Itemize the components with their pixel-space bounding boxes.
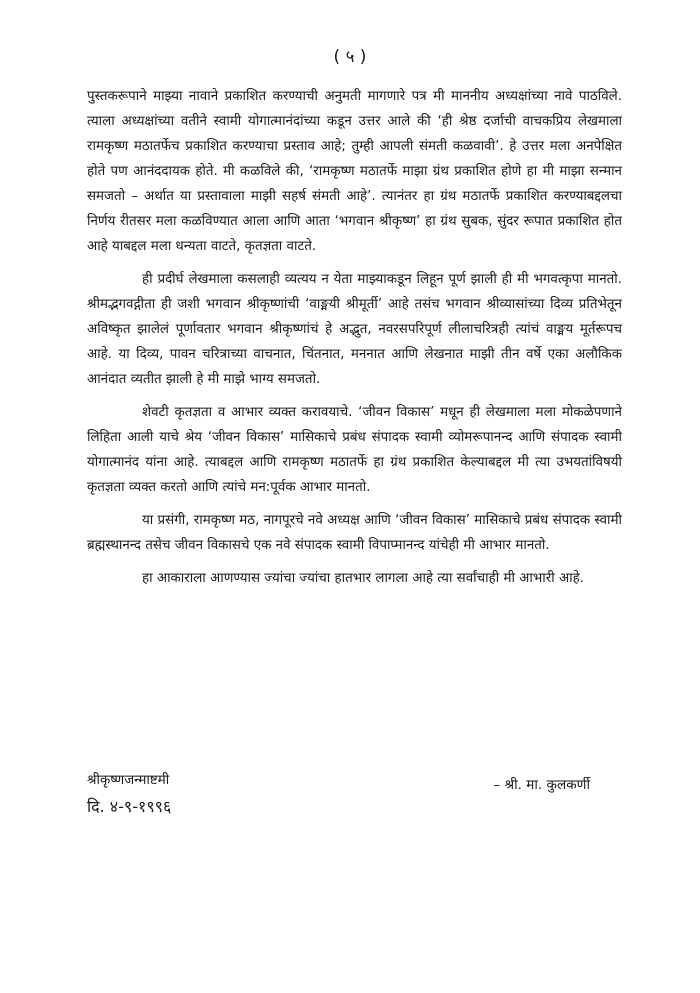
signature-author: – श्री. मा. कुलकर्णी — [493, 777, 590, 793]
signature-date: दि. ४-९-१९९६ — [87, 797, 172, 816]
signature-left — [87, 768, 171, 820]
signature-place: श्रीकृष्णजन्माष्टमी — [87, 773, 170, 788]
page-number: ( ५ ) — [333, 47, 367, 67]
signature-block — [87, 768, 622, 828]
paragraph-2: ही प्रदीर्घ लेखमाला कसलाही व्यत्यय न येता माझ्याकडून लिहून पूर्ण झाली ही मी भगवत्कृपा मानतो. श्रीमद्भगवद्गीता ही जशी भगवान श्रीकृष्णांची ‘वाङ्मयी श्रीमूर्ती’ आहे तसंच भगवान श्रीव्यासांच्या दिव्य प्रतिभेतून अविष्कृत झालेलं पूर्णावतार भगवान श्रीकृष्णांचं हे अद्भुत, नवरसपरिपूर्ण लीलाचरित्रही त्यांचं वाङ्मय मूर्तरूपच आहे. या दिव्य, पावन चरित्राच्या वाचनात, चिंतनात, मननात आणि लेखनात माझी तीन वर्षे एका अलौकिक आनंदात व्यतीत झाली हे मी माझे भाग्य समजतो. — [87, 272, 622, 387]
paragraph-3: शेवटी कृतज्ञता व आभार व्यक्त करावयाचे. ‘जीवन विकास’ मधून ही लेखमाला मला मोकळेपणाने लिहिता आली याचे श्रेय ‘जीवन विकास’ मासिकाचे प्रबंध संपादक स्वामी व्योमरूपानन्द आणि संपादक स्वामी योगात्मानंद यांना आहे. त्याबद्दल आणि रामकृष्ण मठातर्फे हा ग्रंथ प्रकाशित केल्याबद्दल मी त्या उभयतांविषयी कृतज्ञता व्यक्त करतो आणि त्यांचे मन:पूर्वक आभार मानतो. — [87, 405, 622, 495]
body-text — [87, 84, 622, 599]
paragraph-1: पुस्तकरूपाने माझ्या नावाने प्रकाशित करण्याची अनुमती मागणारे पत्र मी माननीय अध्यक्षांच्या नावे पाठविले. त्याला अध्यक्षांच्या वतीने स्वामी योगात्मानंदांच्या कडून उत्तर आले की ‘ही श्रेष्ठ दर्जाची वाचकप्रिय लेखमाला रामकृष्ण मठातर्फेच प्रकाशित करण्याचा प्रस्ताव आहे; तुम्ही आपली संमती कळवावी’. हे उत्तर मला अनपेक्षित होते पण आनंददायक होते. मी कळविले की, ‘रामकृष्ण मठातर्फे माझा ग्रंथ प्रकाशित होणे हा मी माझा सन्मान समजतो – अर्थात या प्रस्तावाला माझी सहर्ष संमती आहे’. त्यानंतर हा ग्रंथ मठातर्फे प्रकाशित करण्याबद्दलचा निर्णय रीतसर मला कळविण्यात आला आणि आता ‘भगवान श्रीकृष्ण’ हा ग्रंथ सुबक, सुंदर रूपात प्रकाशित होत आहे याबद्दल मला धन्यता वाटते, कृतज्ञता वाटते. — [87, 89, 622, 254]
paragraph-4: या प्रसंगी, रामकृष्ण मठ, नागपूरचे नवे अध्यक्ष आणि ‘जीवन विकास’ मासिकाचे प्रबंध संपादक स्वामी ब्रह्मस्थानन्द तसेच जीवन विकासचे एक नवे संपादक स्वामी विपाप्मानन्द यांचेही मी आभार मानतो. — [87, 513, 622, 553]
paragraph-5: हा आकाराला आणण्यास ज्यांचा ज्यांचा हातभार लागला आहे त्या सर्वांचाही मी आभारी आहे. — [142, 571, 584, 586]
